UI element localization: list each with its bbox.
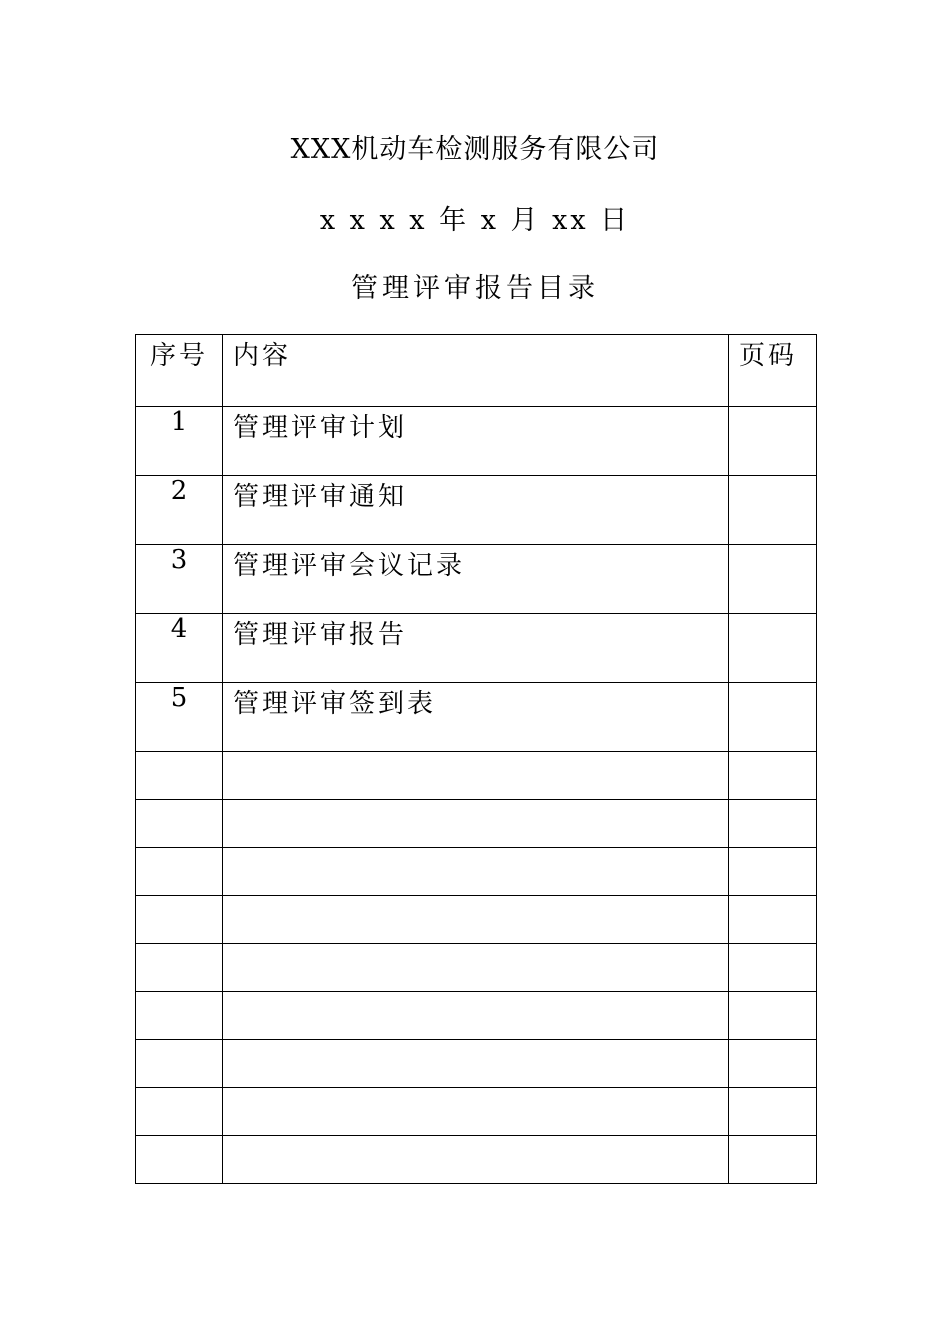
- table-row-empty: [136, 944, 817, 992]
- empty-page-cell: [729, 800, 817, 848]
- empty-number-cell: [136, 896, 223, 944]
- row-number: 3: [136, 545, 223, 614]
- table-row: [136, 407, 817, 476]
- table-row-empty: [136, 992, 817, 1040]
- empty-number-cell: [136, 848, 223, 896]
- empty-content-cell: [223, 992, 729, 1040]
- empty-page-cell: [729, 1088, 817, 1136]
- empty-content-cell: [223, 1136, 729, 1184]
- table-header-row: [136, 335, 817, 407]
- empty-content-cell: [223, 944, 729, 992]
- empty-number-cell: [136, 800, 223, 848]
- report-date: x x x x 年 x 月 xx 日: [319, 205, 631, 236]
- empty-content-cell: [223, 848, 729, 896]
- empty-number-cell: [136, 1040, 223, 1088]
- table-row-empty: [136, 896, 817, 944]
- table-row: [136, 545, 817, 614]
- row-page: [729, 407, 817, 476]
- empty-number-cell: [136, 944, 223, 992]
- toc-table: [135, 334, 817, 1184]
- row-number: 1: [136, 407, 223, 476]
- empty-number-cell: [136, 1088, 223, 1136]
- row-page: [729, 683, 817, 752]
- empty-page-cell: [729, 1136, 817, 1184]
- table-row-empty: [136, 1136, 817, 1184]
- empty-page-cell: [729, 992, 817, 1040]
- row-content: 管理评审计划: [223, 407, 729, 476]
- table-row-empty: [136, 752, 817, 800]
- empty-number-cell: [136, 992, 223, 1040]
- table-row-empty: [136, 1040, 817, 1088]
- table-row-empty: [136, 800, 817, 848]
- column-header-no: 序号: [136, 335, 223, 407]
- table-row-empty: [136, 1088, 817, 1136]
- column-header-content: 内容: [223, 335, 729, 407]
- empty-page-cell: [729, 896, 817, 944]
- column-header-page: 页码: [729, 335, 817, 407]
- row-page: [729, 614, 817, 683]
- empty-content-cell: [223, 800, 729, 848]
- company-name: XXX机动车检测服务有限公司: [290, 134, 660, 165]
- row-number: 5: [136, 683, 223, 752]
- empty-number-cell: [136, 752, 223, 800]
- table-row-empty: [136, 848, 817, 896]
- empty-content-cell: [223, 1040, 729, 1088]
- row-content: 管理评审通知: [223, 476, 729, 545]
- empty-page-cell: [729, 944, 817, 992]
- table-row: [136, 614, 817, 683]
- empty-page-cell: [729, 1040, 817, 1088]
- empty-content-cell: [223, 1088, 729, 1136]
- row-page: [729, 476, 817, 545]
- row-content: 管理评审报告: [223, 614, 729, 683]
- row-number: 4: [136, 614, 223, 683]
- empty-number-cell: [136, 1136, 223, 1184]
- table-row: [136, 476, 817, 545]
- empty-page-cell: [729, 752, 817, 800]
- row-content: 管理评审会议记录: [223, 545, 729, 614]
- empty-content-cell: [223, 896, 729, 944]
- empty-page-cell: [729, 848, 817, 896]
- table-row: [136, 683, 817, 752]
- row-page: [729, 545, 817, 614]
- row-content: 管理评审签到表: [223, 683, 729, 752]
- row-number: 2: [136, 476, 223, 545]
- empty-content-cell: [223, 752, 729, 800]
- document-title: 管理评审报告目录: [351, 273, 599, 304]
